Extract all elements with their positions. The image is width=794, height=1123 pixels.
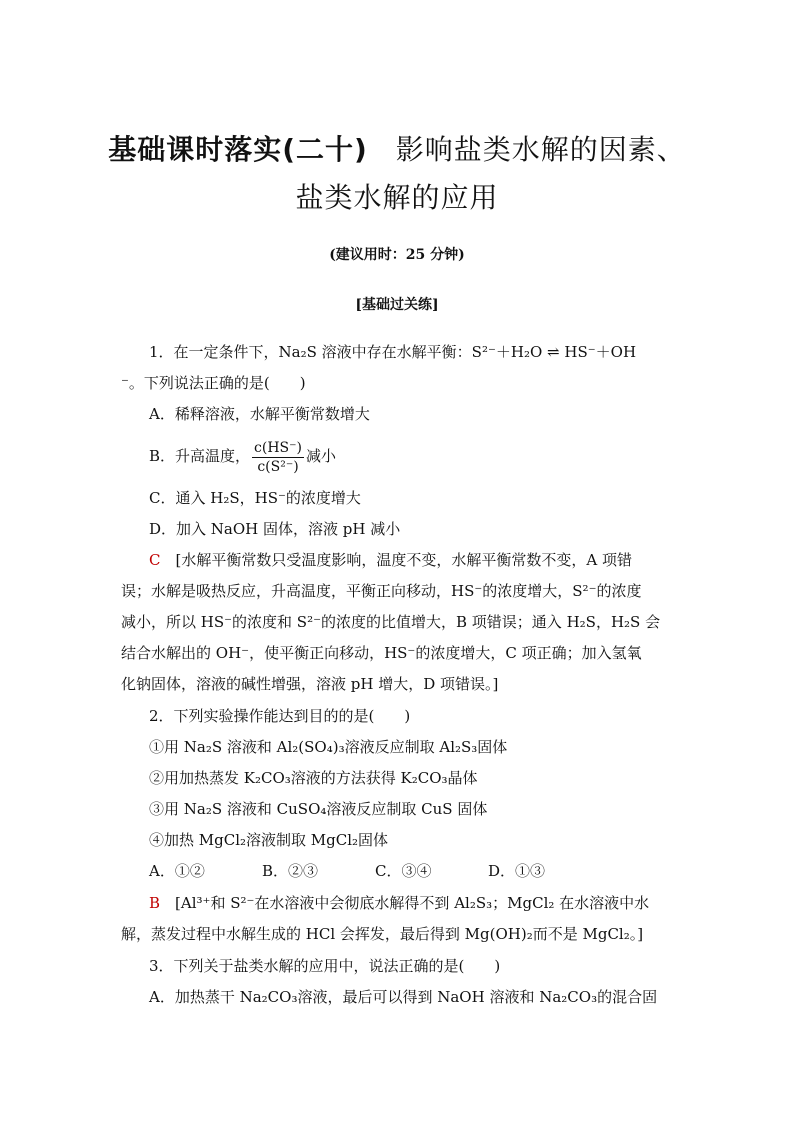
q2-option-d: D．①③ [488,862,546,880]
q2-item-2: ②用加热蒸发 K₂CO₃溶液的方法获得 K₂CO₃晶体 [149,769,478,787]
q1-explanation-line3: 减小，所以 HS⁻的浓度和 S²⁻的浓度的比值增大，B 项错误；通入 H₂S，H₂S 会 [121,613,661,631]
q1-explanation-line2: 误；水解是吸热反应，升高温度，平衡正向移动，HS⁻的浓度增大，S²⁻的浓度 [121,582,642,600]
q2-option-a: A．①② [149,862,205,880]
q2-explanation-line2: 解，蒸发过程中水解生成的 HCl 会挥发，最后得到 Mg(OH)₂而不是 MgCl₂。] [121,925,644,943]
title-part-bold: 基础课时落实(二十) [108,133,368,166]
section-heading: [基础过关练] [355,297,439,313]
q1-explanation-line1 [149,550,709,570]
q1-stem-line1: 1．在一定条件下，Na₂S 溶液中存在水解平衡：S²⁻＋H₂O ⇌ HS⁻＋OH [149,343,637,361]
q2-exp-text: [Al³⁺和 S²⁻在水溶液中会彻底水解得不到 Al₂S₃；MgCl₂ 在水溶液中水 [175,894,650,912]
q1-explanation-line4: 结合水解出的 OH⁻，使平衡正向移动，HS⁻的浓度增大，C 项正确；加入氢氧 [121,644,642,662]
page-title [0,128,794,168]
q2-explanation-line1 [149,893,709,913]
q2-options [149,861,709,881]
q1-option-b [149,436,709,476]
q2-option-b: B．②③ [262,862,319,880]
q1-explanation-line5: 化钠固体，溶液的碱性增强，溶液 pH 增大，D 项错误。] [121,675,499,693]
q2-option-c: C．③④ [375,862,432,880]
q2-item-3: ③用 Na₂S 溶液和 CuSO₄溶液反应制取 CuS 固体 [149,800,488,818]
title-part-rest: 影响盐类水解的因素、 [395,133,686,166]
q1-option-b-prefix: B．升高温度， [149,447,251,465]
q2-stem: 2．下列实验操作能达到目的的是( ) [149,707,411,725]
q2-item-1: ①用 Na₂S 溶液和 Al₂(SO₄)₃溶液反应制取 Al₂S₃固体 [149,738,508,756]
q1-answer: C [149,551,161,569]
fraction-numerator: c(HS⁻) [254,439,302,456]
q1-option-a: A．稀释溶液，水解平衡常数增大 [149,405,370,423]
q1-option-b-suffix: 减小 [306,447,337,465]
q1-exp-text: [水解平衡常数只受温度影响，温度不变，水解平衡常数不变，A 项错 [175,551,632,569]
fraction-denominator: c(S²⁻) [257,458,299,475]
q3-stem: 3．下列关于盐类水解的应用中，说法正确的是( ) [149,957,501,975]
q1-option-c: C．通入 H₂S，HS⁻的浓度增大 [149,489,361,507]
time-hint: (建议用时：25 分钟) [329,247,465,263]
q1-option-b-fraction [252,439,304,476]
q1-option-d: D．加入 NaOH 固体，溶液 pH 减小 [149,520,401,538]
q2-item-4: ④加热 MgCl₂溶液制取 MgCl₂固体 [149,831,389,849]
q2-answer: B [149,894,161,912]
q3-option-a: A．加热蒸干 Na₂CO₃溶液，最后可以得到 NaOH 溶液和 Na₂CO₃的混合固 [149,988,658,1006]
page-subtitle: 盐类水解的应用 [295,181,499,214]
q1-stem-line2: ⁻。下列说法正确的是( ) [121,374,306,392]
